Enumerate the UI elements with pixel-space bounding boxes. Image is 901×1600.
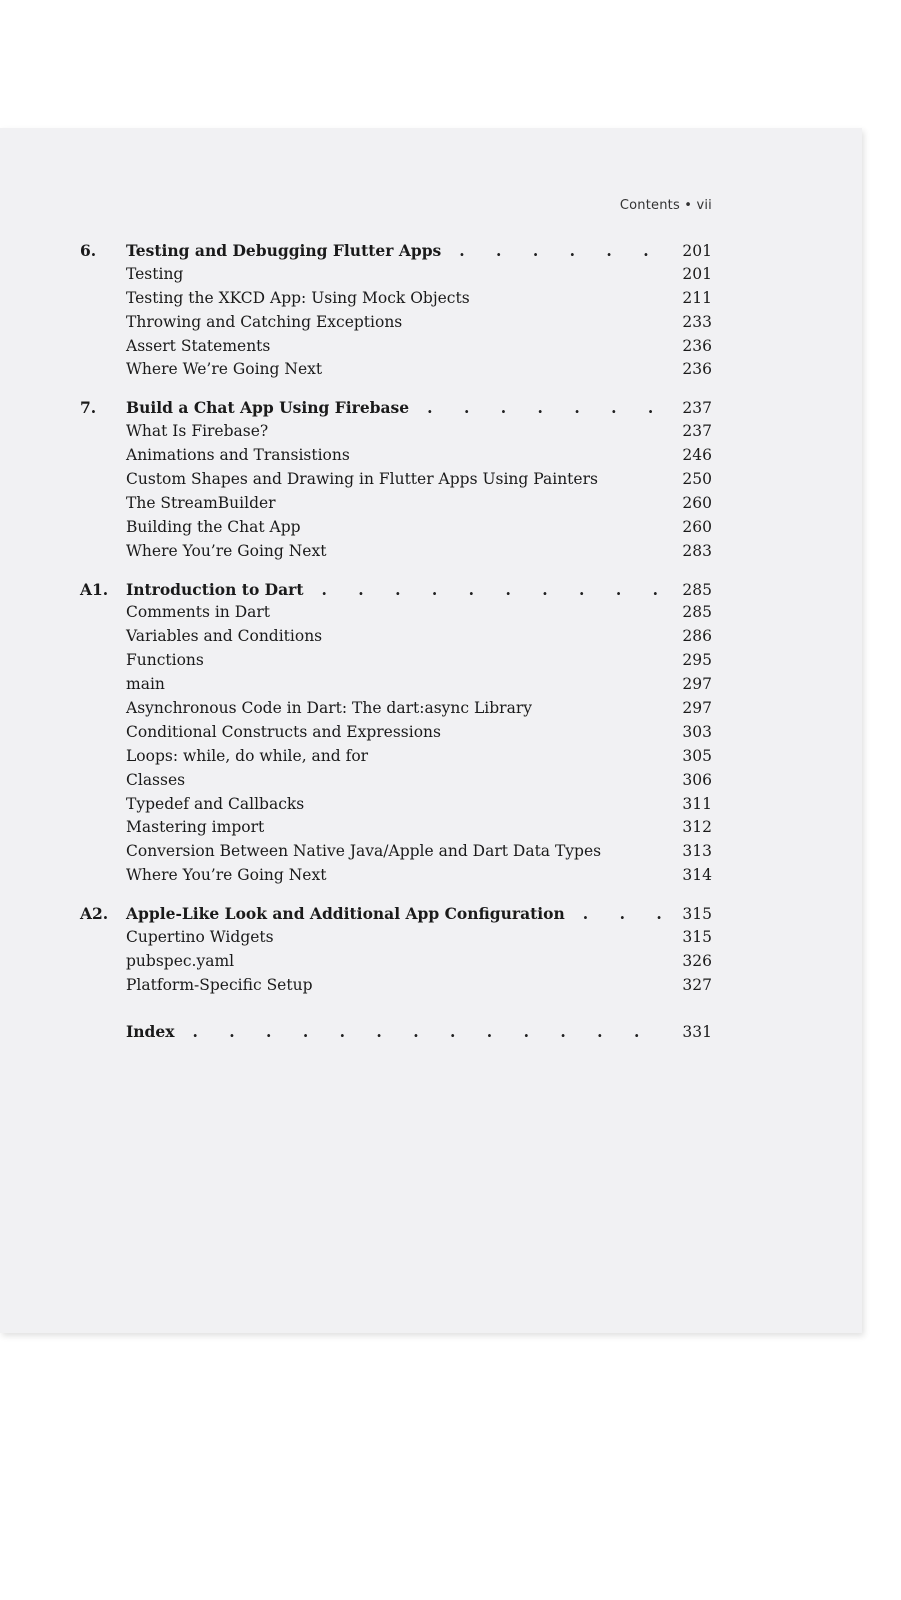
toc-section-entry[interactable] (80, 747, 712, 771)
toc-section-entry[interactable] (80, 313, 712, 337)
section-page-number: 260 (682, 493, 712, 512)
section-title: main (126, 675, 165, 694)
dot-leader (304, 580, 673, 599)
section-title: Throwing and Catching Exceptions (126, 312, 403, 331)
toc-section-entry[interactable] (80, 470, 712, 494)
chapter-title: Build a Chat App Using Firebase (126, 398, 410, 418)
toc-section-entry[interactable] (80, 952, 712, 976)
toc-section-entry[interactable] (80, 842, 712, 866)
section-title: Animations and Transistions (126, 446, 350, 465)
section-title: What Is Firebase? (126, 422, 269, 441)
chapter-number: A2. (80, 904, 109, 924)
section-page-number: 283 (682, 541, 712, 560)
section-title: Assert Statements (126, 336, 271, 355)
toc-section-entry[interactable] (80, 651, 712, 675)
section-title: Custom Shapes and Drawing in Flutter Apps Using Painters (126, 470, 598, 489)
section-page-number: 233 (682, 312, 712, 331)
section-page-number: 311 (682, 794, 712, 813)
dot-leader (441, 241, 672, 260)
toc-section-entry[interactable] (80, 866, 712, 890)
chapter-title: Apple-Like Look and Additional App Configuration (126, 904, 565, 924)
section-page-number: 297 (682, 699, 712, 718)
toc-section-entry[interactable] (80, 771, 712, 795)
section-title: Functions (126, 651, 204, 670)
toc-section-entry[interactable] (80, 265, 712, 289)
section-title: Conversion Between Native Java/Apple and Dart Data Types (126, 842, 602, 861)
toc-chapter-heading[interactable] (80, 398, 712, 422)
section-page-number: 326 (682, 951, 712, 970)
dot-leader (409, 398, 672, 417)
chapter-page-number: 201 (682, 242, 712, 260)
section-title: Loops: while, do while, and for (126, 746, 369, 765)
section-title: Asynchronous Code in Dart: The dart:async Library (126, 699, 532, 718)
index-title: Index (126, 1021, 175, 1041)
section-page-number: 306 (682, 770, 712, 789)
toc-section-entry[interactable] (80, 446, 712, 470)
section-page-number: 315 (682, 928, 712, 947)
toc-section-entry[interactable] (80, 627, 712, 651)
dot-leader (565, 904, 672, 923)
section-page-number: 246 (682, 446, 712, 465)
section-page-number: 305 (682, 746, 712, 765)
chapter-page-number: 285 (682, 580, 712, 599)
section-page-number: 297 (682, 675, 712, 694)
toc-section-entry[interactable] (80, 603, 712, 627)
section-page-number: 237 (682, 422, 712, 441)
section-page-number: 313 (682, 842, 712, 861)
section-title: Where We’re Going Next (126, 360, 323, 379)
section-page-number: 211 (682, 288, 712, 307)
section-title: Conditional Constructs and Expressions (126, 722, 441, 741)
toc-chapter (80, 241, 712, 384)
toc-section-entry[interactable] (80, 675, 712, 699)
chapter-title: Testing and Debugging Flutter Apps (126, 241, 442, 260)
toc-section-entry[interactable] (80, 337, 712, 361)
section-title: The StreamBuilder (126, 493, 276, 512)
section-page-number: 236 (682, 336, 712, 355)
section-title: Classes (126, 770, 186, 789)
toc-section-entry[interactable] (80, 518, 712, 542)
section-page-number: 303 (682, 722, 712, 741)
toc-section-entry[interactable] (80, 360, 712, 384)
section-page-number: 236 (682, 360, 712, 379)
section-title: Building the Chat App (126, 517, 301, 536)
toc-section-entry[interactable] (80, 494, 712, 518)
index-page-number: 331 (682, 1022, 712, 1041)
toc-chapter-heading[interactable] (80, 580, 712, 604)
toc-index (80, 1022, 712, 1046)
chapter-title: Introduction to Dart (126, 579, 304, 599)
section-page-number: 285 (682, 603, 712, 622)
section-title: Variables and Conditions (126, 627, 323, 646)
dot-leader (174, 1022, 672, 1041)
toc-section-entry[interactable] (80, 818, 712, 842)
toc-section-entry[interactable] (80, 542, 712, 566)
section-title: Mastering import (126, 818, 265, 837)
chapter-number: 7. (80, 398, 97, 418)
toc-section-entry[interactable] (80, 289, 712, 313)
section-title: Testing (126, 264, 184, 283)
section-title: Platform-Specific Setup (126, 975, 313, 994)
section-page-number: 314 (682, 866, 712, 885)
chapter-number: A1. (80, 579, 109, 599)
section-page-number: 295 (682, 651, 712, 670)
section-title: Comments in Dart (126, 603, 271, 622)
toc-chapter-heading[interactable] (80, 904, 712, 928)
section-page-number: 260 (682, 517, 712, 536)
toc-section-entry[interactable] (80, 795, 712, 819)
toc-section-entry[interactable] (80, 928, 712, 952)
toc-chapter (80, 580, 712, 891)
section-title: Typedef and Callbacks (126, 794, 305, 813)
toc-chapter-heading[interactable] (80, 241, 712, 265)
toc-section-entry[interactable] (80, 723, 712, 747)
chapter-number: 6. (80, 241, 97, 260)
chapter-page-number: 315 (682, 905, 712, 924)
section-title: Where You’re Going Next (126, 866, 327, 885)
running-head: Contents • vii (619, 198, 712, 213)
toc-chapter (80, 398, 712, 565)
toc-section-entry[interactable] (80, 422, 712, 446)
section-page-number: 286 (682, 627, 712, 646)
section-title: Cupertino Widgets (126, 928, 274, 947)
toc-index-entry[interactable] (80, 1022, 712, 1046)
section-title: Where You’re Going Next (126, 541, 327, 560)
toc-section-entry[interactable] (80, 699, 712, 723)
section-title: Testing the XKCD App: Using Mock Objects (126, 288, 470, 307)
toc-section-entry[interactable] (80, 976, 712, 1000)
chapter-page-number: 237 (682, 399, 712, 418)
section-page-number: 312 (682, 818, 712, 837)
book-page (0, 128, 862, 1333)
section-page-number: 250 (682, 470, 712, 489)
table-of-contents (80, 241, 712, 1060)
toc-chapter (80, 904, 712, 1000)
section-page-number: 327 (682, 975, 712, 994)
section-page-number: 201 (682, 264, 712, 283)
section-title: pubspec.yaml (126, 951, 235, 970)
